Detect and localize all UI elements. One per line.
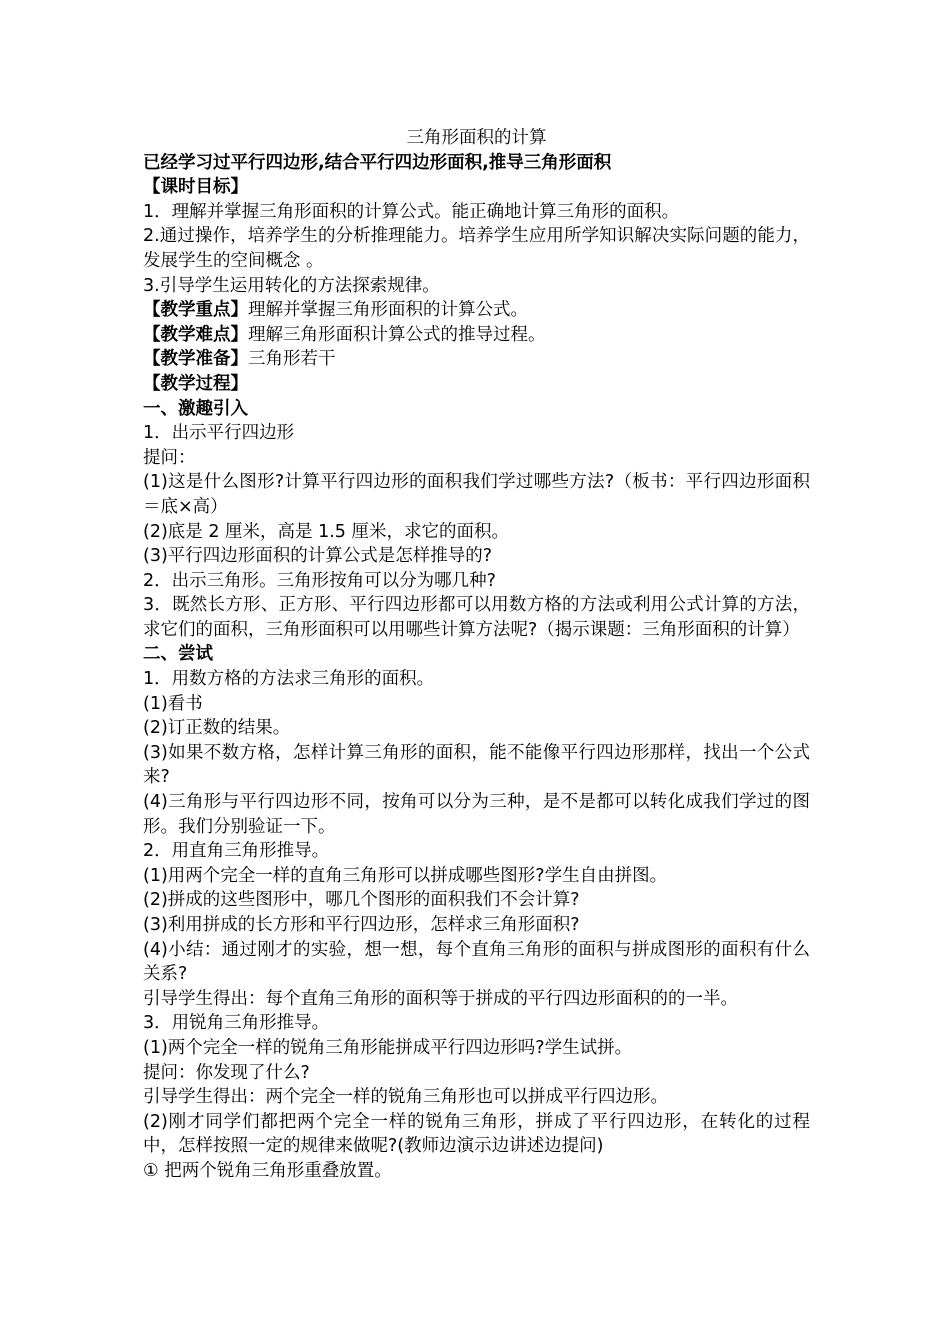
paragraph: 1．出示平行四边形 <box>143 423 295 444</box>
labeled-paragraph <box>143 347 810 372</box>
paragraph: 3．既然长方形、正方形、平行四边形都可以用数方格的方法或利用公式计算的方法，求它们的面积，三角形面积可以用哪些计算方法呢?（揭示课题：三角形面积的计算） <box>143 595 810 640</box>
section-heading <box>143 175 810 200</box>
paragraph: (1)用两个完全一样的直角三角形可以拼成哪些图形?学生自由拼图。 <box>143 865 668 886</box>
paragraph-label: 【教学准备】 <box>143 349 248 370</box>
paragraph: 3.引导学生运用转化的方法探索规律。 <box>143 275 440 296</box>
section-heading-text: 【课时目标】 <box>143 177 248 198</box>
document-title: 三角形面积的计算 <box>406 128 547 148</box>
section-heading <box>143 372 810 397</box>
section-heading-text: 二、尝试 <box>143 644 213 665</box>
document-body <box>143 175 810 1183</box>
paragraph: (4)小结：通过刚才的实验，想一想，每个直角三角形的面积与拼成图形的面积有什么关系? <box>143 939 810 985</box>
paragraph: 1．理解并掌握三角形面积的计算公式。能正确地计算三角形的面积。 <box>143 201 680 222</box>
paragraph: (2)刚才同学们都把两个完全一样的锐角三角形，拼成了平行四边形，在转化的过程中，怎样按照一定的规律来做呢?(教师边演示边讲述边提问) <box>143 1111 810 1157</box>
paragraph: 2．用直角三角形推导。 <box>143 841 330 862</box>
paragraph: (2)拼成的这些图形中，哪几个图形的面积我们不会计算? <box>143 890 580 911</box>
paragraph: 引导学生得出：每个直角三角形的面积等于拼成的平行四边形面积的的一半。 <box>143 988 738 1009</box>
paragraph: 1．用数方格的方法求三角形的面积。 <box>143 669 435 690</box>
paragraph: (2)订正数的结果。 <box>143 718 291 739</box>
paragraph: 提问： <box>143 447 196 468</box>
paragraph-text: 理解三角形面积计算公式的推导过程。 <box>248 324 546 345</box>
section-heading <box>143 642 810 667</box>
paragraph: (1)两个完全一样的锐角三角形能拼成平行四边形吗?学生试拼。 <box>143 1037 633 1058</box>
paragraph: (1)这是什么图形?计算平行四边形的面积我们学过哪些方法?（板书：平行四边形面积＝底×高） <box>143 472 810 517</box>
paragraph-label: 【教学难点】 <box>143 324 248 345</box>
labeled-paragraph <box>143 323 810 348</box>
paragraph: (3)利用拼成的长方形和平行四边形，怎样求三角形面积? <box>143 915 580 935</box>
labeled-paragraph <box>143 298 810 323</box>
paragraph: (2)底是 2 厘米，高是 1.5 厘米，求它的面积。 <box>143 521 510 542</box>
document-subtitle: 已经学习过平行四边形,结合平行四边形面积,推导三角形面积 <box>143 152 612 173</box>
paragraph: (1)看书 <box>143 693 203 714</box>
paragraph: (3)如果不数方格，怎样计算三角形的面积，能不能像平行四边形那样，找出一个公式来? <box>143 742 810 788</box>
section-heading-text: 【教学过程】 <box>143 373 248 394</box>
paragraph: 引导学生得出：两个完全一样的锐角三角形也可以拼成平行四边形。 <box>143 1087 668 1108</box>
paragraph-label: 【教学重点】 <box>143 300 248 321</box>
paragraph: 提问：你发现了什么? <box>143 1062 310 1083</box>
paragraph: (3)平行四边形面积的计算公式是怎样推导的? <box>143 546 493 567</box>
paragraph: (4)三角形与平行四边形不同，按角可以分为三种，是不是都可以转化成我们学过的图形。我们分别验证一下。 <box>143 792 810 837</box>
paragraph: 2.通过操作，培养学生的分析推理能力。培养学生应用所学知识解决实际问题的能力，发展学生的空间概念 。 <box>143 226 810 271</box>
paragraph: 3．用锐角三角形推导。 <box>143 1013 330 1034</box>
paragraph: ① 把两个锐角三角形重叠放置。 <box>143 1160 392 1181</box>
section-heading-text: 一、激趣引入 <box>143 398 248 419</box>
paragraph-text: 理解并掌握三角形面积的计算公式。 <box>248 300 528 321</box>
section-heading <box>143 397 810 422</box>
paragraph: 2．出示三角形。三角形按角可以分为哪几种? <box>143 570 496 591</box>
paragraph-text: 三角形若干 <box>248 349 336 370</box>
